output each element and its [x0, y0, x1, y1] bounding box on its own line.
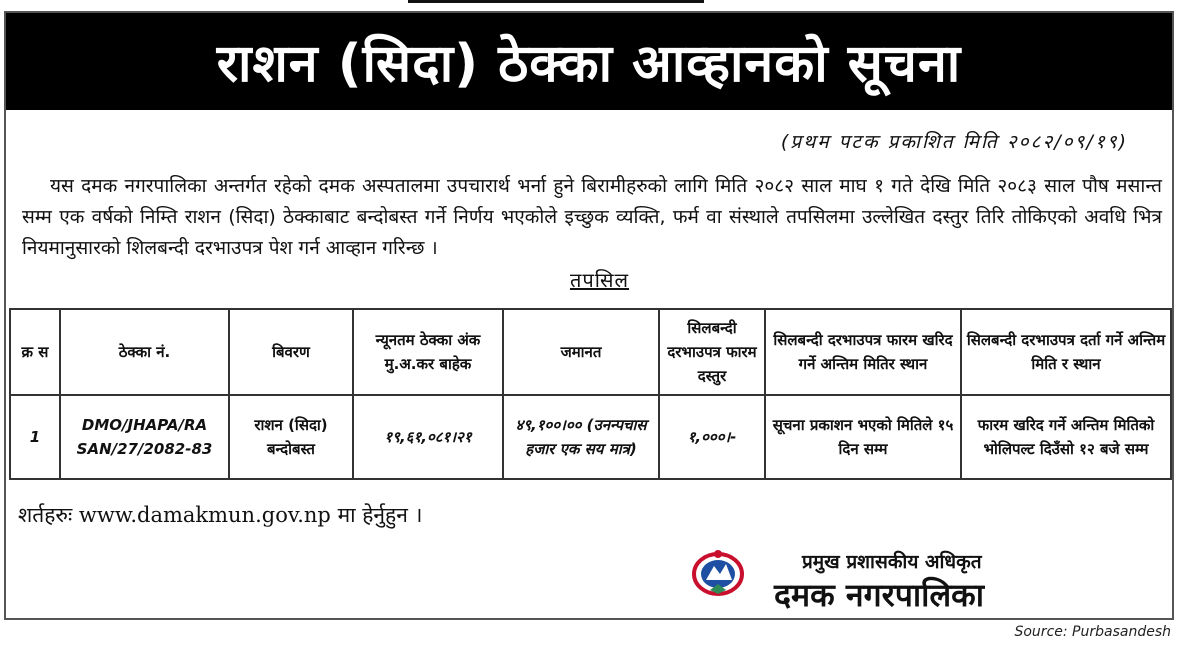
header-form-fee: सिलबन्दी दरभाउपत्र फारम दस्तुर — [659, 309, 765, 395]
cell-sn: 1 — [10, 395, 60, 479]
tender-table — [9, 308, 1172, 480]
header-description: बिवरण — [229, 309, 353, 395]
cell-contract-no: DMO/JHAPA/RA SAN/27/2082-83 — [60, 395, 229, 479]
terms-label: शर्तहरुः — [18, 503, 73, 527]
terms-url-link[interactable]: www.damakmun.gov.np — [78, 503, 331, 527]
table-row — [10, 395, 1171, 479]
notice-title: राशन (सिदा) ठेक्का आव्हानको सूचना — [216, 34, 962, 94]
tapasil-heading: तपसिल — [570, 268, 630, 292]
nepal-emblem-icon — [690, 546, 746, 598]
header-min-amount: न्यूनतम ठेक्का अंक मु.अ.कर बाहेक — [353, 309, 503, 395]
cell-submission-deadline: फारम खरिद गर्ने अन्तिम मितिको भोलिपल्ट दिउँसो १२ बजे सम्म — [961, 395, 1171, 479]
table-header-row — [10, 309, 1171, 395]
header-sn: क्र स — [10, 309, 60, 395]
header-contract-no: ठेक्का नं. — [60, 309, 229, 395]
cell-deposit: ४९,१००।०० (उनन्पचास हजार एक सय मात्र) — [503, 395, 659, 479]
top-rule — [408, 0, 704, 3]
terms-line — [18, 501, 422, 529]
header-deposit: जमानत — [503, 309, 659, 395]
notice-body: यस दमक नगरपालिका अन्तर्गत रहेको दमक अस्पतालमा उपचारार्थ भर्ना हुने बिरामीहरुको लागि मिति २०८२ साल माघ १ गते देखि मिति २०८३ साल पौष मसान्त सम्म एक वर्षको निम्ति राशन (सिदा) ठेक्काबाट बन्दोबस्त गर्ने निर्णय भएकोले इच्छुक व्यक्ति, फर्म वा संस्थाले तपसिलमा उल्लेखित दस्तुर तिरि तोकिएको अवधि भित्र नियमानुसारको शिलबन्दी दरभाउपत्र पेश गर्न आव्हान गरिन्छ । — [22, 175, 1162, 259]
cell-purchase-deadline: सूचना प्रकाशन भएको मितिले १५ दिन सम्म — [765, 395, 961, 479]
header-purchase-deadline: सिलबन्दी दरभाउपत्र फारम खरिद गर्ने अन्तिम मितिर स्थान — [765, 309, 961, 395]
publication-date: (प्रथम पटक प्रकाशित मिति २०८२/०९/१९) — [780, 131, 1128, 153]
office-name: दमक नगरपालिका — [774, 576, 985, 614]
cell-description: राशन (सिदा) बन्दोबस्त — [229, 395, 353, 479]
source-credit: Source: Purbasandesh — [1014, 624, 1171, 640]
cell-form-fee: १,०००।- — [659, 395, 765, 479]
signatory-title: प्रमुख प्रशासकीय अधिकृत — [802, 551, 982, 573]
terms-suffix: मा हेर्नुहुन । — [337, 503, 423, 527]
notice-page — [4, 11, 1174, 620]
title-banner — [6, 13, 1172, 110]
cell-min-amount: १९,६१,०८१।२१ — [353, 395, 503, 479]
header-submission-deadline: सिलबन्दी दरभाउपत्र दर्ता गर्ने अन्तिम मिति र स्थान — [961, 309, 1171, 395]
